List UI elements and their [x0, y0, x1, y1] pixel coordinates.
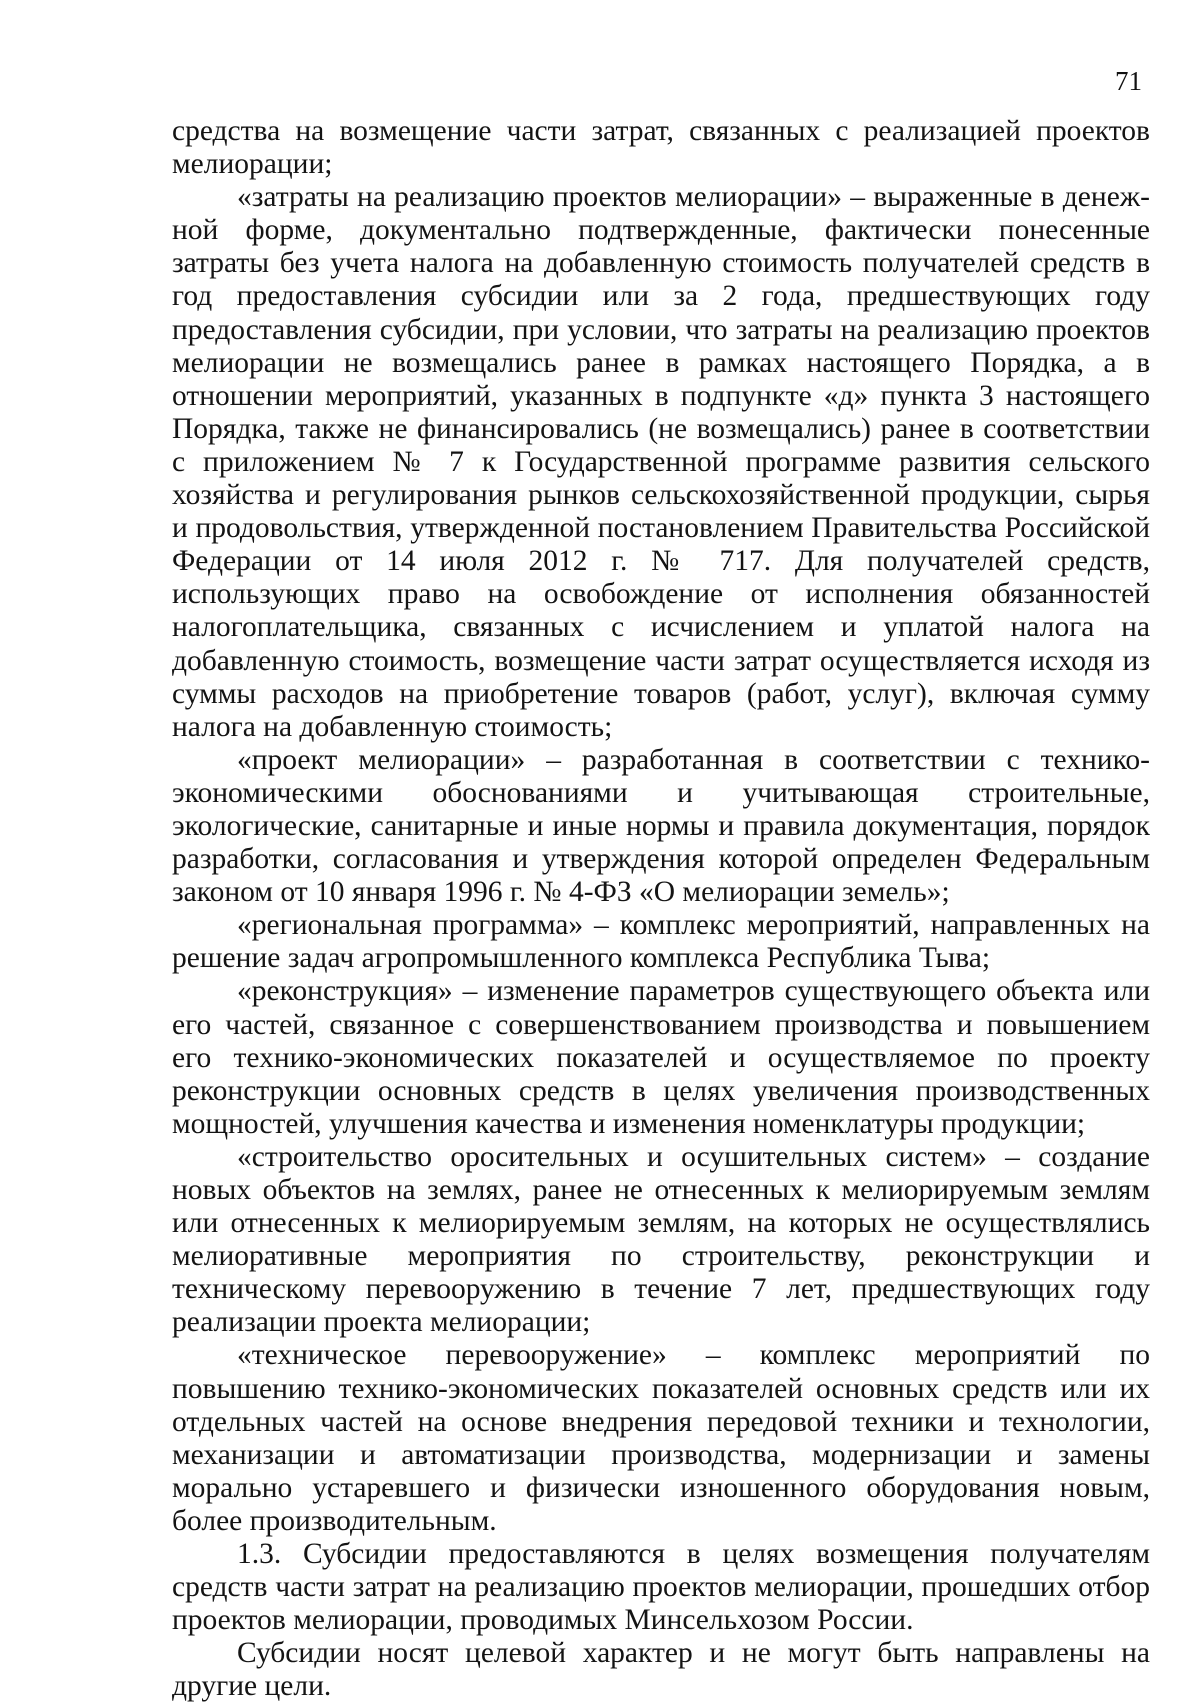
paragraph-definition-reconstruction: «реконструкция» – изменение параметров существующего объекта или его частей, связанное с совершенствованием производства и повышением его технико-экономических показателей и осуществляемое по проекту реконструкции основных средств в целях увеличения производственных мощностей, улучшения качества и изменения номенклатуры продукции;	[172, 975, 1150, 1140]
document-body	[172, 115, 1150, 1704]
paragraph-definition-project: «проект мелиорации» – разработанная в соответствии с технико-экономическими обоснованиями и учитывающая строительные, экологические, санитарные и иные нормы и правила документация, порядок разработки, согласования и утверждения которой определен Федеральным законом от 10 января 1996 г. № 4-ФЗ «О мелиорации земель»;	[172, 743, 1150, 909]
paragraph-definition-regional-program: «региональная программа» – комплекс мероприятий, направленных на решение задач агропромышленного комплекса Республика Тыва;	[172, 909, 1150, 975]
page-number: 71	[1115, 66, 1142, 96]
paragraph-purpose: Субсидии носят целевой характер и не могут быть направлены на другие цели.	[172, 1637, 1150, 1703]
paragraph-clause-1-3: 1.3. Субсидии предоставляются в целях возмещения получателям средств части затрат на реализацию проектов мелиорации, прошедших отбор проектов мелиорации, проводимых Минсельхозом России.	[172, 1538, 1150, 1637]
paragraph-definition-retooling: «техническое перевооружение» – комплекс мероприятий по повышению технико-экономических показателей основных средств или их отдельных частей на основе внедрения передовой техники и технологии, механизации и автоматизации производства, модернизации и замены морально устаревшего и физически изношенного оборудования новым, более производительным.	[172, 1339, 1150, 1537]
paragraph-definition-construction: «строительство оросительных и осушительных систем» – создание новых объектов на землях, ранее не отнесенных к мелиорируемым землям или отнесенных к мелиорируемым землям, на которых не осуществлялись мелиоративные мероприятия по строительству, реконструкции и техническому перевооружению в течение 7 лет, предшествующих году реализации проекта мелиорации;	[172, 1140, 1150, 1339]
paragraph-continuation: средства на возмещение части затрат, связанных с реализацией проектов мелиорации;	[172, 115, 1150, 181]
paragraph-definition-costs: «затраты на реализацию проектов мелиорации» – выраженные в денежной форме, документально подтвержденные, фактически понесенные затраты без учета налога на добавленную стоимость получателей средств в год предоставления субсидии или за 2 года, предшествующих году предоставления субсидии, при условии, что затраты на реализацию проектов мелиорации не возмещались ранее в рамках настоящего Порядка, а в отношении мероприятий, указанных в подпункте «д» пункта 3 настоящего Порядка, также не финансировались (не возмещались) ранее в соответствии с приложением № 7 к Государственной программе развития сельского хозяйства и регулирования рынков сельскохозяйственной продукции, сырья и продовольствия, утвержденной постановлением Правительства Российской Федерации от 14 июля 2012 г. № 717. Для получателей средств, использующих право на освобождение от исполнения обязанностей налогоплательщика, связанных с исчислением и уплатой налога на добавленную стоимость, возмещение части затрат осуществляется исходя из суммы расходов на приобретение товаров (работ, услуг), включая сумму налога на добавленную стоимость;	[172, 181, 1150, 743]
